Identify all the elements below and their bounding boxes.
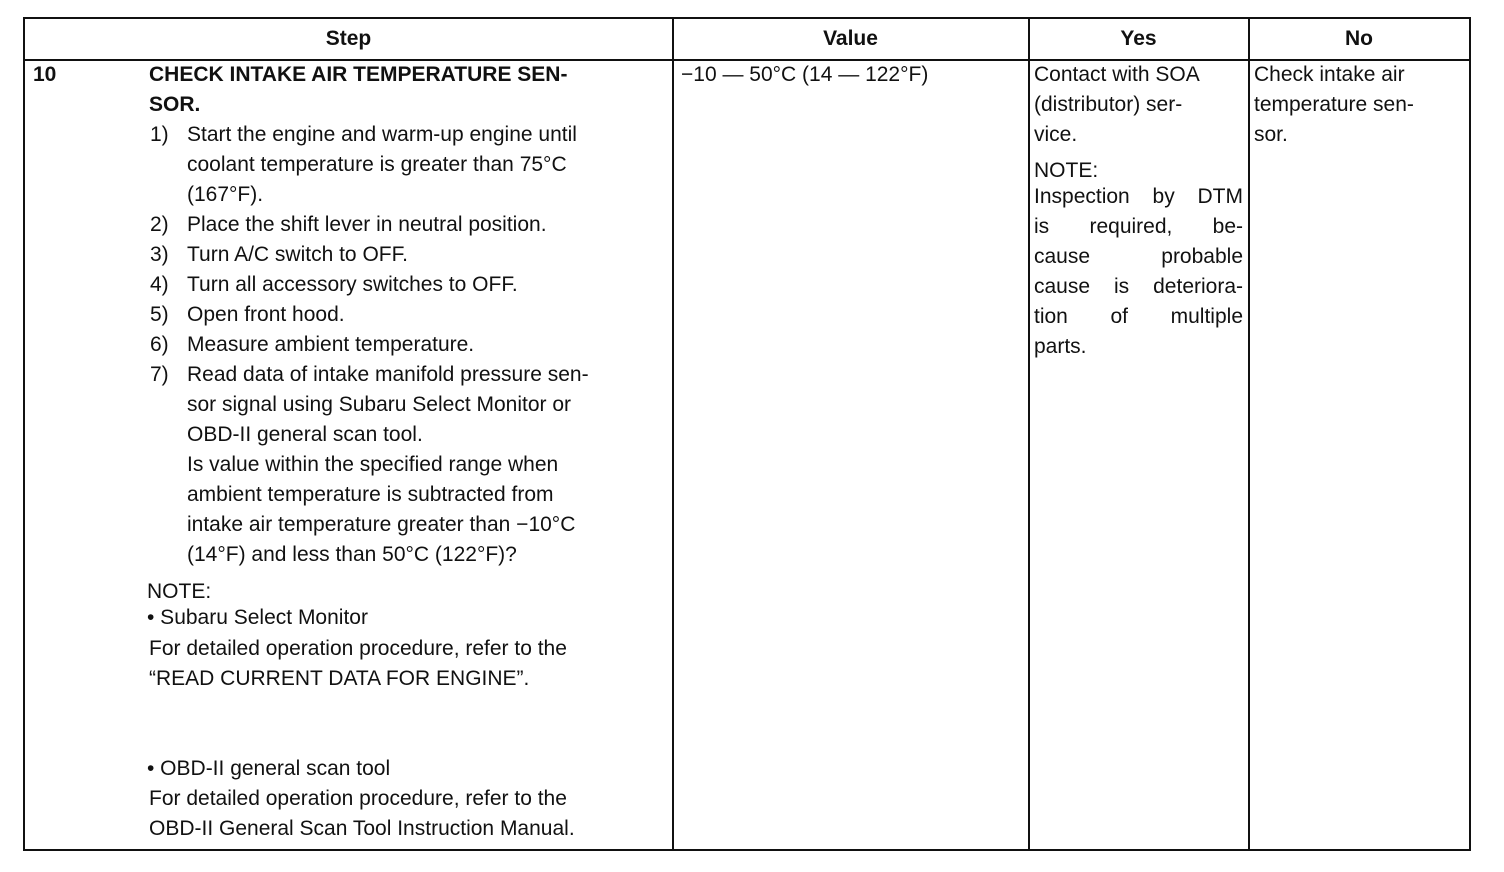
column-divider [1248, 19, 1250, 849]
step-title-line: CHECK INTAKE AIR TEMPERATURE SEN- [149, 63, 568, 86]
note-text: OBD-II General Scan Tool Instruction Manual. [149, 817, 575, 840]
step-item-text: Place the shift lever in neutral position. [187, 213, 547, 236]
yes-note-label: NOTE: [1034, 159, 1099, 182]
step-item-text: (167°F). [187, 183, 264, 206]
step-item-number: 6) [150, 333, 169, 356]
step-item-text: Turn all accessory switches to OFF. [187, 273, 518, 296]
header-step: Step [325, 27, 372, 50]
no-text-line: temperature sen- [1254, 93, 1414, 116]
step-item-number: 3) [150, 243, 169, 266]
yes-note-line: parts. [1034, 335, 1087, 358]
yes-text-line: (distributor) ser- [1034, 93, 1183, 116]
step-item-text: Turn A/C switch to OFF. [187, 243, 408, 266]
step-item-number: 5) [150, 303, 169, 326]
note-text: For detailed operation procedure, refer to the [149, 787, 567, 810]
step-title-line: SOR. [149, 93, 201, 116]
note-bullet: • Subaru Select Monitor [147, 606, 368, 629]
step-item-text: coolant temperature is greater than 75°C [187, 153, 567, 176]
step-item-text: OBD-II general scan tool. [187, 423, 423, 446]
step-item-text: Is value within the specified range when [187, 453, 559, 476]
step-item-text: ambient temperature is subtracted from [187, 483, 554, 506]
header-yes: Yes [1120, 27, 1157, 50]
step-item-number: 1) [150, 123, 169, 146]
step-item-text: Start the engine and warm-up engine until [187, 123, 577, 146]
step-item-number: 4) [150, 273, 169, 296]
step-item-text: (14°F) and less than 50°C (122°F)? [187, 543, 517, 566]
column-divider [1028, 19, 1030, 849]
note-text: For detailed operation procedure, refer to the [149, 637, 567, 660]
yes-note-line: Inspection by DTM [1034, 185, 1243, 208]
yes-note-line: cause probable [1034, 245, 1243, 268]
note-bullet: • OBD-II general scan tool [147, 757, 391, 780]
column-divider [672, 19, 674, 849]
step-item-text: Open front hood. [187, 303, 345, 326]
value-range: −10 — 50°C (14 — 122°F) [681, 63, 929, 86]
step-item-number: 2) [150, 213, 169, 236]
no-text-line: sor. [1254, 123, 1288, 146]
note-label: NOTE: [147, 580, 212, 603]
yes-note-line: is required, be- [1034, 215, 1243, 238]
step-item-text: sor signal using Subaru Select Monitor or [187, 393, 572, 416]
step-item-text: intake air temperature greater than −10°C [187, 513, 576, 536]
yes-text-line: vice. [1034, 123, 1078, 146]
note-text: “READ CURRENT DATA FOR ENGINE”. [149, 667, 530, 690]
header-no: No [1345, 27, 1373, 50]
header-value: Value [823, 27, 878, 50]
yes-note-line: tion of multiple [1034, 305, 1243, 328]
yes-note-line: cause is deteriora- [1034, 275, 1243, 298]
step-item-text: Read data of intake manifold pressure sen- [187, 363, 589, 386]
step-number: 10 [33, 63, 57, 86]
step-item-text: Measure ambient temperature. [187, 333, 475, 356]
yes-text-line: Contact with SOA [1034, 63, 1200, 86]
step-item-number: 7) [150, 363, 169, 386]
no-text-line: Check intake air [1254, 63, 1405, 86]
diagnostic-table [23, 17, 1471, 851]
